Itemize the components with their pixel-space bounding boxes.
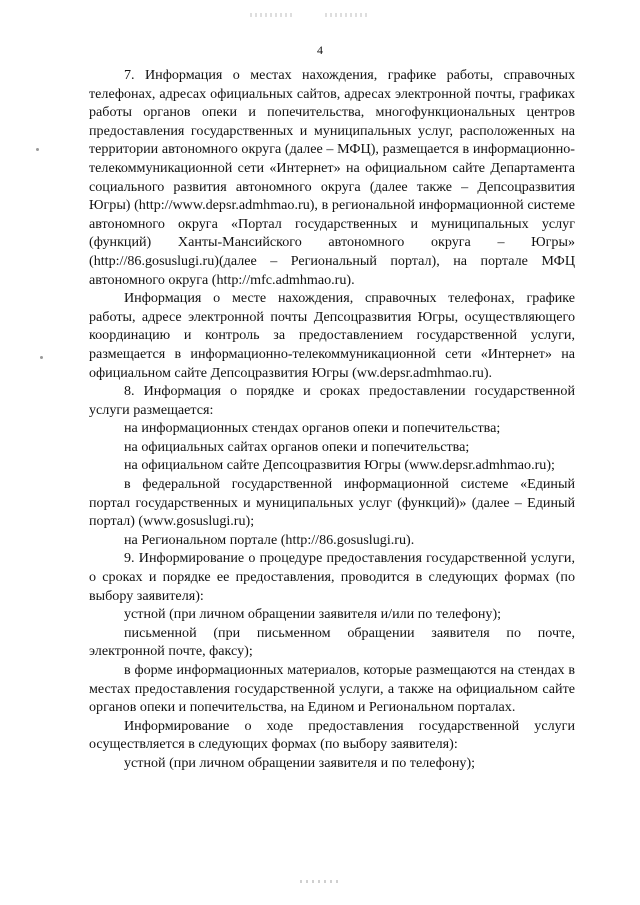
list-item-federal-portal: в федеральной государственной информационной системе «Единый портал государственных и муниципальных услуг (функций)» (далее – Единый портал) (www.gosuslugi.ru); [89,476,575,530]
list-item-depsr-site: на официальном сайте Депсоцразвития Югры (www.depsr.admhmao.ru); [124,457,555,474]
scan-header-artifact [250,10,380,20]
scan-margin-dot [40,356,43,359]
list-item-oral-progress: устной (при личном обращении заявителя и по телефону); [124,754,476,771]
scan-margin-dot [36,148,39,151]
scan-footer-artifact [300,880,340,883]
list-item-stands: на информационных стендах органов опеки и попечительства; [124,420,501,437]
list-item-official-sites: на официальных сайтах органов опеки и попечительства; [124,438,470,455]
list-item-oral: устной (при личном обращении заявителя и/или по телефону); [124,606,502,623]
paragraph-progress-info: Информирование о ходе предоставления государственной услуги осуществляется в следующих формах (по выбору заявителя): [89,717,575,753]
list-item-regional-portal: на Региональном портале (http://86.gosuslugi.ru). [124,531,415,548]
paragraph-8: 8. Информация о порядке и сроках предоставлении государственной услуги размещается: [89,383,575,418]
list-item-info-materials: в форме информационных материалов, которые размещаются на стендах в местах предоставления государственной услуги, а также на официальном сайте органов опеки и попечительства, на Едином и Региональном порталах. [89,662,575,716]
paragraph-7: 7. Информация о местах нахождения, графике работы, справочных телефонах, адресах официальных сайтов, адресах электронной почты, графиках работы органов опеки и попечительства, многофункциональных центров предоставления государственных и муниципальных услуг, расположенных на территории автономного округа (далее – МФЦ), размещается в информационно-телекоммуникационной сети «Интернет» на официальном сайте Департамента социального развития автономного округа (далее также – Депсоцразвития Югры) (http://www.depsr.admhmao.ru), в региональной информационной системе автономного округа «Портал государственных и муниципальных услуг (функций) Ханты-Мансийского автономного округа – Югры» (http://86.gosuslugi.ru)(далее – Региональный портал), на портале МФЦ автономного округа (http://mfc.admhmao.ru). [89,67,575,288]
list-item-written: письменной (при письменном обращении заявителя по почте, электронной почте, факсу); [89,624,575,660]
paragraph-9: 9. Информирование о процедуре предоставления государственной услуги, о сроках и порядке ее предоставления, проводится в следующих формах (по выбору заявителя): [89,550,575,604]
page-number: 4 [317,43,323,57]
document-body [89,66,575,773]
paragraph-depsr-info: Информация о месте нахождения, справочных телефонах, графике работы, адресе электронной почты Депсоцразвития Югры, осуществляющего координацию и контроль за предоставлением государственной услуги, размещается в информационно-телекоммуникационной сети «Интернет» на официальном сайте Депсоцразвития Югры (ww.depsr.admhmao.ru). [89,290,575,381]
